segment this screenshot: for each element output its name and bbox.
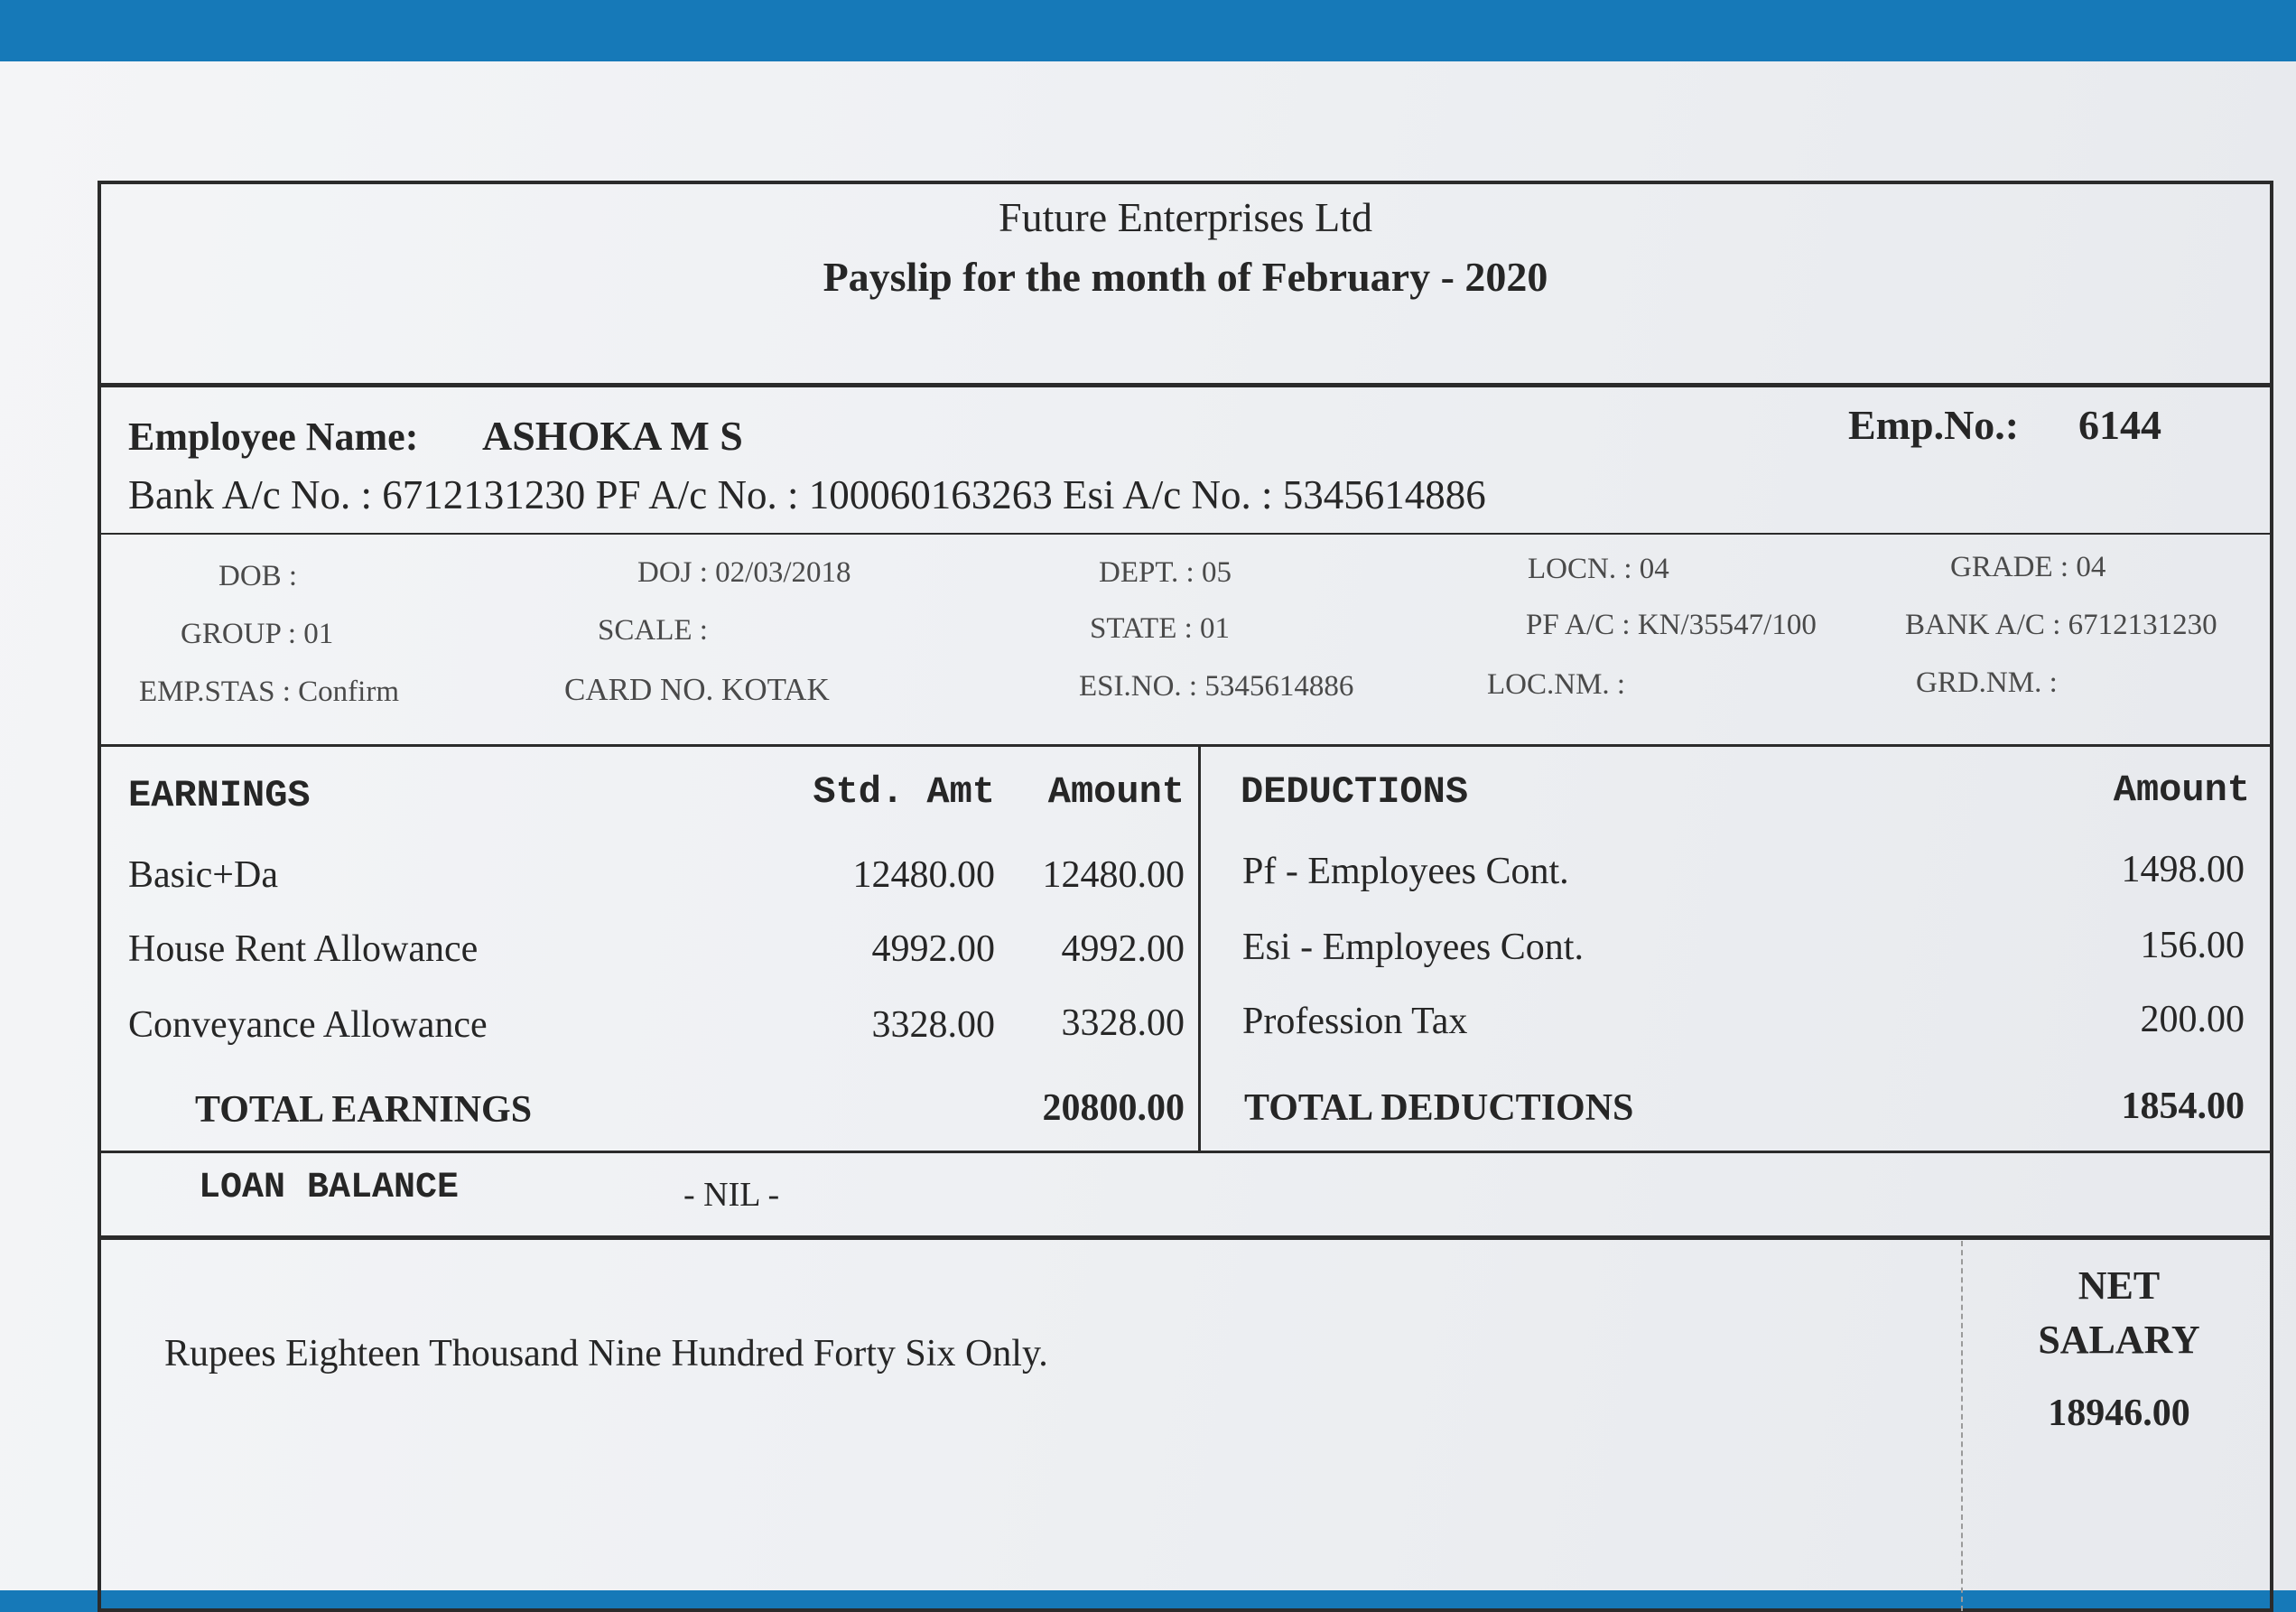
- net-label-2: SALARY: [2038, 1318, 2200, 1362]
- total-deductions-label: TOTAL DEDUCTIONS: [1244, 1087, 1634, 1129]
- earnings-amount-heading: Amount: [1047, 770, 1185, 814]
- grd-nm-field: GRD.NM. :: [1916, 666, 2058, 699]
- deductions-amount-heading: Amount: [2113, 769, 2250, 812]
- emp-stas-field: EMP.STAS : Confirm: [139, 676, 399, 708]
- accounts-line: Bank A/c No. : 6712131230 PF A/c No. : 100060163263 Esi A/c No. : 5345614886: [128, 472, 1486, 517]
- earning-std-conveyance: 3328.00: [871, 1004, 995, 1046]
- loan-balance-value: - NIL -: [683, 1176, 780, 1214]
- emp-no: 6144: [2078, 402, 2161, 448]
- earning-amount-hra: 4992.00: [1061, 928, 1185, 970]
- card-no-field: CARD NO. KOTAK: [564, 672, 830, 707]
- net-salary-words: Rupees Eighteen Thousand Nine Hundred Forty Six Only.: [164, 1333, 1048, 1374]
- earning-label-basic-da: Basic+Da: [128, 854, 278, 896]
- loan-balance-label: LOAN BALANCE: [199, 1168, 460, 1208]
- scale-field: SCALE :: [598, 614, 708, 647]
- deduction-amount-esi: 156.00: [2140, 925, 2245, 966]
- esi-no-field: ESI.NO. : 5345614886: [1079, 670, 1354, 703]
- loc-nm-field: LOC.NM. :: [1487, 668, 1626, 701]
- emp-no-label: Emp.No.:: [1848, 402, 2020, 448]
- payslip: [98, 181, 2273, 1612]
- doj-field: DOJ : 02/03/2018: [637, 556, 851, 589]
- deduction-amount-pf: 1498.00: [2121, 849, 2245, 890]
- total-earnings-label: TOTAL EARNINGS: [195, 1089, 533, 1131]
- details-divider: [101, 744, 2270, 747]
- deductions-heading: DEDUCTIONS: [1241, 770, 1469, 814]
- deduction-amount-profession-tax: 200.00: [2140, 999, 2245, 1040]
- earning-amount-conveyance: 3328.00: [1061, 1002, 1185, 1044]
- net-label-1: NET: [2078, 1263, 2161, 1308]
- earning-std-basic-da: 12480.00: [852, 854, 995, 896]
- dept-field: DEPT. : 05: [1099, 556, 1232, 589]
- group-field: GROUP : 01: [181, 618, 334, 650]
- paper-sheet: [0, 61, 2296, 1590]
- grade-field: GRADE : 04: [1950, 551, 2106, 583]
- earnings-heading: EARNINGS: [128, 774, 311, 817]
- loan-divider: [101, 1235, 2270, 1240]
- employee-divider: [101, 533, 2270, 535]
- earning-label-conveyance: Conveyance Allowance: [128, 1004, 488, 1046]
- pf-ac-field: PF A/C : KN/35547/100: [1526, 609, 1817, 641]
- earning-amount-basic-da: 12480.00: [1042, 854, 1185, 896]
- locn-field: LOCN. : 04: [1528, 553, 1669, 585]
- state-field: STATE : 01: [1090, 612, 1231, 645]
- bank-ac-field: BANK A/C : 6712131230: [1905, 609, 2217, 641]
- employee-name-label: Employee Name:: [128, 415, 419, 459]
- deduction-label-pf: Pf - Employees Cont.: [1242, 851, 1569, 892]
- table-column-divider: [1198, 746, 1201, 1152]
- total-deductions-value: 1854.00: [2121, 1086, 2245, 1127]
- employee-name: ASHOKA M S: [482, 413, 743, 459]
- earning-label-hra: House Rent Allowance: [128, 928, 479, 970]
- payslip-title: Payslip for the month of February - 2020: [823, 254, 1548, 300]
- header-divider: [101, 383, 2270, 387]
- company-name: Future Enterprises Ltd: [999, 194, 1372, 240]
- net-salary-value: 18946.00: [2048, 1393, 2190, 1434]
- std-amt-heading: Std. Amt: [813, 770, 995, 814]
- dob-field: DOB :: [218, 560, 298, 592]
- total-earnings-value: 20800.00: [1042, 1087, 1185, 1129]
- deduction-label-esi: Esi - Employees Cont.: [1242, 927, 1584, 968]
- earning-std-hra: 4992.00: [871, 928, 995, 970]
- deduction-label-profession-tax: Profession Tax: [1242, 1001, 1468, 1042]
- totals-divider: [101, 1151, 2270, 1153]
